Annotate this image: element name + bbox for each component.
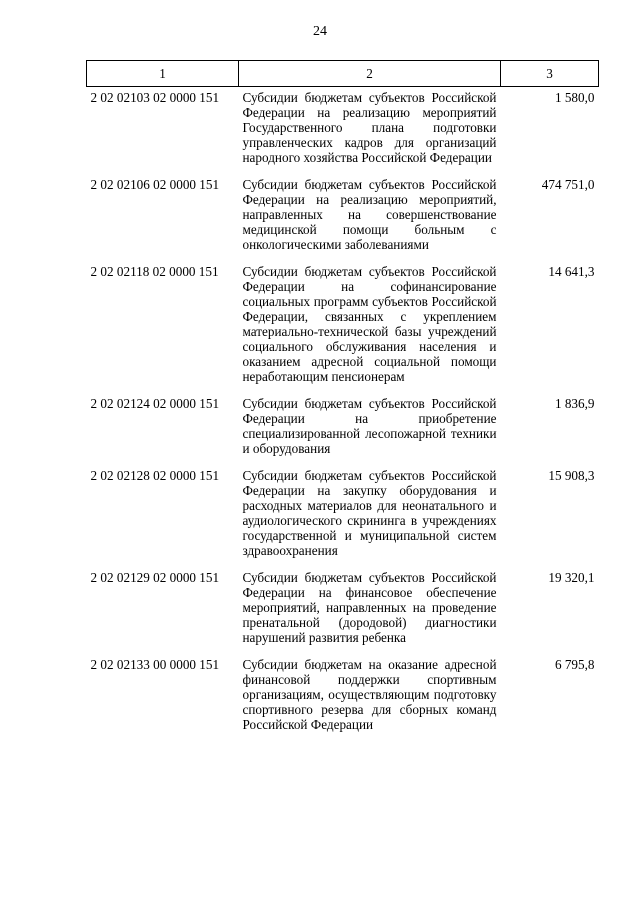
subsidy-description: Субсидии бюджетам субъектов Российской Федерации на приобретение специализированной лесопожарной техники и оборудования [242,396,497,456]
table-row [87,174,599,261]
amount: 1 836,9 [554,396,595,411]
table-row [87,393,599,465]
table-row [87,261,599,393]
table-row [87,654,599,741]
subsidy-description: Субсидии бюджетам субъектов Российской Федерации на финансовое обеспечение мероприятий, направленных на проведение пренатальной (дородовой) диагностики нарушений развития ребенка [242,570,497,645]
budget-code: 2 02 02124 02 0000 151 [90,396,220,411]
subsidy-description: Субсидии бюджетам субъектов Российской Федерации на закупку оборудования и расходных материалов для неонатального и аудиологического скрининга в учреждениях государственной и муниципальной систем здравоохранения [242,468,497,558]
subsidy-description: Субсидии бюджетам субъектов Российской Федерации на реализацию мероприятий Государственного плана подготовки управленческих кадров для организаций народного хозяйства Российской Федерации [242,90,497,165]
budget-code: 2 02 02103 02 0000 151 [90,90,220,105]
subsidy-description: Субсидии бюджетам на оказание адресной финансовой поддержки спортивным организациям, осуществляющим подготовку спортивного резерва для сборных команд Российской Федерации [242,657,497,732]
column-header-1: 1 [87,61,239,87]
table-header [87,61,599,87]
budget-code: 2 02 02118 02 0000 151 [90,264,219,279]
column-header-2: 2 [239,61,501,87]
budget-code: 2 02 02129 02 0000 151 [90,570,220,585]
table-row [87,567,599,654]
subsidy-description: Субсидии бюджетам субъектов Российской Федерации на софинансирование социальных программ субъектов Российской Федерации, связанных с укреплением материально-технической базы учреждений социального обслуживания населения и оказанием адресной социальной помощи неработающим пенсионерам [242,264,497,384]
budget-table [86,60,599,741]
page-number: 24 [313,24,327,39]
amount: 19 320,1 [548,570,595,585]
table-row [87,465,599,567]
budget-code: 2 02 02106 02 0000 151 [90,177,220,192]
amount: 474 751,0 [541,177,595,192]
amount: 15 908,3 [548,468,595,483]
header-row [87,61,599,87]
table-body [87,87,599,742]
amount: 6 795,8 [554,657,595,672]
budget-code: 2 02 02133 00 0000 151 [90,657,220,672]
budget-code: 2 02 02128 02 0000 151 [90,468,220,483]
amount: 1 580,0 [554,90,595,105]
column-header-3: 3 [501,61,599,87]
amount: 14 641,3 [548,264,595,279]
subsidy-description: Субсидии бюджетам субъектов Российской Федерации на реализацию мероприятий, направленных на совершенствование медицинской помощи больным с онкологическими заболеваниями [242,177,497,252]
table-row [87,87,599,175]
